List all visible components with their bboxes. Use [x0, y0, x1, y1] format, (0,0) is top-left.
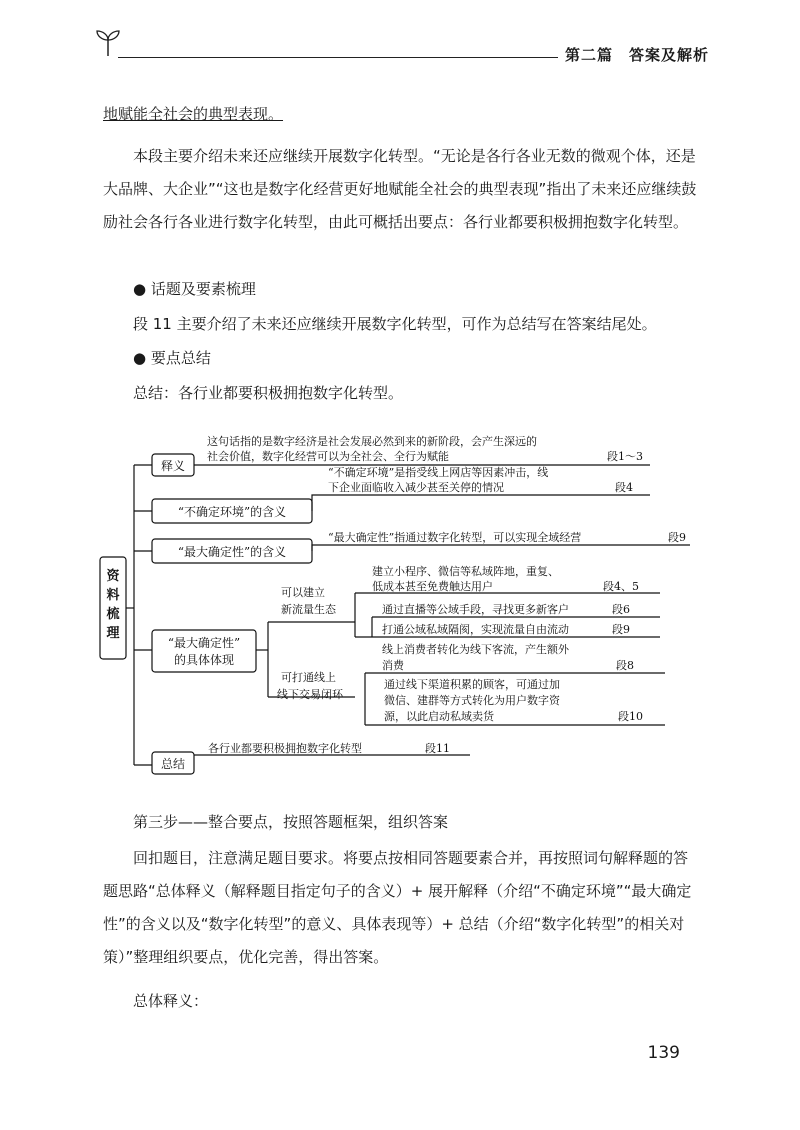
branch-label: 线下交易闭环	[277, 688, 343, 701]
paragraph-text: 本段主要介绍未来还应继续开展数字化转型。“无论是各行各业无数的微观个体，还是大品牌、大企业”“这也是数字化经营更好地赋能全社会的典型表现”指出了未来还应继续鼓励社会各行各业进行数字化转型，由此可概括出要点：各行业都要积极拥抱数字化转型。	[103, 147, 697, 231]
paragraph-ref: 段4	[615, 481, 633, 494]
branch-label: 可打通线上	[281, 671, 336, 684]
node-label: 总结	[160, 757, 186, 771]
mindmap-root-char: 梳	[106, 607, 120, 622]
header-rule	[118, 57, 558, 58]
mind-map	[0, 425, 800, 780]
paragraph-ref: 段10	[618, 710, 643, 723]
node-label: “不确定环境”的含义	[177, 505, 287, 519]
node-text: “不确定环境”是指受线上网店等因素冲击，线	[328, 466, 549, 479]
node-label: 释义	[160, 459, 186, 473]
node-text: 各行业都要积极拥抱数字化转型	[208, 742, 362, 755]
leaf-text: 通过直播等公域手段，寻找更多新客户	[382, 603, 569, 616]
leaf-text: 线上消费者转化为线下客流，产生额外	[382, 643, 569, 656]
node-label: “最大确定性”	[167, 636, 241, 650]
mindmap-root-char: 理	[106, 626, 120, 641]
leaf-text: 消费	[382, 659, 404, 672]
bullet-heading: ● 要点总结	[133, 349, 211, 367]
node-text: “最大确定性”指通过数字化转型，可以实现全域经营	[328, 531, 582, 544]
section-title: 第二篇 答案及解析	[565, 46, 710, 64]
paragraph-ref: 段9	[612, 623, 630, 636]
paragraph-continued	[103, 98, 699, 131]
branch-label: 新流量生态	[281, 603, 336, 616]
bullet-heading: ● 话题及要素梳理	[133, 280, 256, 298]
paragraph-ref: 段1～3	[607, 450, 643, 463]
paragraph-ref: 段9	[668, 531, 686, 544]
page-number: 139	[647, 1043, 680, 1063]
paragraph: 段 11 主要介绍了未来还应继续开展数字化转型，可作为总结写在答案结尾处。	[133, 315, 657, 333]
step-heading: 第三步——整合要点，按照答题框架，组织答案	[133, 813, 449, 831]
branch-label: 可以建立	[281, 586, 325, 599]
mindmap-root-char: 料	[106, 588, 120, 603]
paragraph	[103, 140, 699, 239]
paragraph-ref: 段4、5	[603, 580, 639, 593]
paragraph: 总体释义：	[133, 992, 209, 1010]
paragraph-ref: 段6	[612, 603, 630, 616]
paragraph: 总结：各行业都要积极拥抱数字化转型。	[133, 384, 404, 402]
leaf-text: 通过线下渠道积累的顾客，可通过加	[384, 678, 560, 691]
paragraph-ref: 段11	[425, 742, 450, 755]
node-text: 这句话指的是数字经济是社会发展必然到来的新阶段，会产生深远的	[207, 435, 537, 448]
leaf-text: 建立小程序、微信等私域阵地，重复、	[372, 565, 559, 578]
leaf-text: 低成本甚至免费触达用户	[372, 580, 493, 593]
paragraph-ref: 段8	[616, 659, 634, 672]
node-text: 下企业面临收入减少甚至关停的情况	[328, 481, 504, 494]
leaf-text: 打通公域私域隔阂，实现流量自由流动	[382, 623, 569, 636]
node-label: 的具体体现	[173, 653, 235, 667]
mindmap-root-char: 资	[106, 569, 120, 584]
leaf-text: 微信、建群等方式转化为用户数字资	[384, 694, 560, 707]
paragraph	[103, 842, 699, 974]
node-label: “最大确定性”的含义	[177, 545, 287, 559]
mindmap-root-label	[105, 568, 120, 641]
sprout-icon	[94, 28, 122, 58]
node-text: 社会价值，数字化经营可以为全社会、全行为赋能	[207, 450, 449, 463]
leaf-text: 源，以此启动私域卖货	[384, 710, 494, 723]
paragraph-text: 回扣题目，注意满足题目要求。将要点按相同答题要素合并，再按照词句解释题的答题思路“总体释义（解释题目指定句子的含义）+ 展开解释（介绍“不确定环境”“最大确定性”的含义以及“数字化转型”的意义、具体表现等）+ 总结（介绍“数字化转型”的相关对策）”整理组织要点，优化完善，得出答案。	[103, 849, 692, 966]
paragraph-text: 地赋能全社会的典型表现。	[103, 105, 284, 123]
